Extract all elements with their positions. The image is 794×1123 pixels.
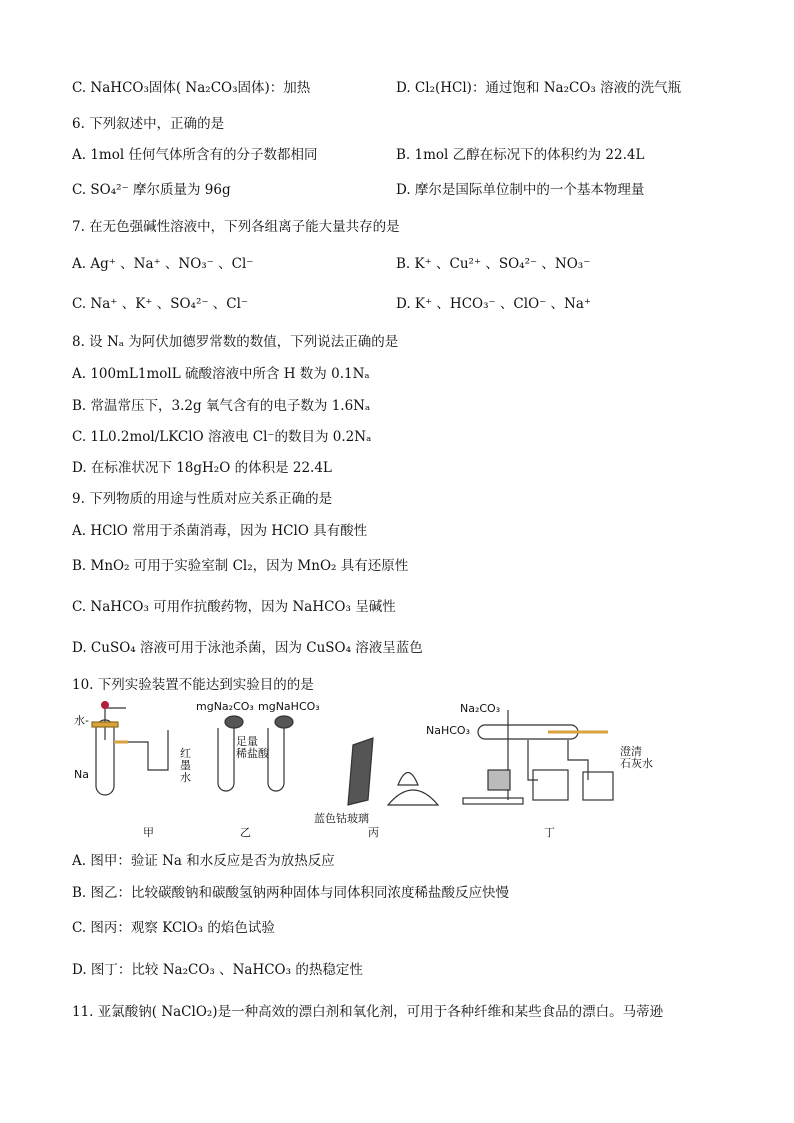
option-left-q6cd: C. SO₄²⁻ 摩尔质量为 96g xyxy=(72,182,231,198)
text-q11: 11. 亚氯酸钠( NaClO₂)是一种高效的漂白剂和氧化剂，可用于各种纤维和某些食品的漂白。马蒂逊 xyxy=(72,1004,664,1020)
caption-bing: 丙 xyxy=(368,826,379,839)
text-q10d: D. 图丁：比较 Na₂CO₃ 、NaHCO₃ 的热稳定性 xyxy=(72,962,363,978)
option-right-q6ab: B. 1mol 乙醇在标况下的体积约为 22.4L xyxy=(396,147,645,163)
option-left-q7cd: C. Na⁺ 、K⁺ 、SO₄²⁻ 、Cl⁻ xyxy=(72,296,249,312)
caption-ding: 丁 xyxy=(544,826,555,839)
text-q10c: C. 图丙：观察 KClO₃ 的焰色试验 xyxy=(72,920,275,936)
label-hcl: 足量 稀盐酸 xyxy=(236,735,269,760)
apparatus-svg xyxy=(68,700,708,840)
text-q8d: D. 在标准状况下 18gH₂O 的体积是 22.4L xyxy=(72,460,332,476)
text-q10: 10. 下列实验装置不能达到实验目的的是 xyxy=(72,677,314,693)
text-q8c: C. 1L0.2mol/LKClO 溶液电 Cl⁻的数目为 0.2Nₐ xyxy=(72,429,372,445)
label-mg-na2co3: mgNa₂CO₃ xyxy=(196,700,254,713)
option-right-q5c: D. Cl₂(HCl)：通过饱和 Na₂CO₃ 溶液的洗气瓶 xyxy=(396,80,682,96)
label-cobalt-glass: 蓝色钴玻璃 xyxy=(314,812,369,825)
text-q9b: B. MnO₂ 可用于实验室制 Cl₂，因为 MnO₂ 具有还原性 xyxy=(72,558,409,574)
option-left-q7ab: A. Ag⁺ 、Na⁺ 、NO₃⁻ 、Cl⁻ xyxy=(72,256,254,272)
label-na: Na xyxy=(74,768,89,781)
text-q7: 7. 在无色强碱性溶液中，下列各组离子能大量共存的是 xyxy=(72,219,400,235)
caption-jia: 甲 xyxy=(143,826,154,839)
text-q8b: B. 常温常压下，3.2g 氧气含有的电子数为 1.6Nₐ xyxy=(72,398,371,414)
text-q8: 8. 设 Nₐ 为阿伏加德罗常数的数值，下列说法正确的是 xyxy=(72,334,399,350)
text-q9d: D. CuSO₄ 溶液可用于泳池杀菌，因为 CuSO₄ 溶液呈蓝色 xyxy=(72,640,423,656)
label-mg-nahco3: mgNaHCO₃ xyxy=(258,700,320,713)
label-na2co3: Na₂CO₃ xyxy=(460,702,501,715)
text-q6: 6. 下列叙述中，正确的是 xyxy=(72,116,225,132)
text-q8a: A. 100mL1molL 硫酸溶液中所含 H 数为 0.1Nₐ xyxy=(72,366,370,382)
text-q9: 9. 下列物质的用途与性质对应关系正确的是 xyxy=(72,491,333,507)
label-water: 水- xyxy=(74,714,89,727)
option-right-q7cd: D. K⁺ 、HCO₃⁻ 、ClO⁻ 、Na⁺ xyxy=(396,296,592,312)
text-q10a: A. 图甲：验证 Na 和水反应是否为放热反应 xyxy=(72,853,335,869)
text-q10b: B. 图乙：比较碳酸钠和碳酸氢钠两种固体与同体积同浓度稀盐酸反应快慢 xyxy=(72,885,510,901)
experiment-figure xyxy=(68,700,708,840)
option-left-q5c: C. NaHCO₃固体( Na₂CO₃固体)：加热 xyxy=(72,80,311,96)
option-left-q6ab: A. 1mol 任何气体所含有的分子数都相同 xyxy=(72,147,318,163)
label-red-ink: 红 墨 水 xyxy=(180,747,191,784)
caption-yi: 乙 xyxy=(240,826,251,839)
option-right-q7ab: B. K⁺ 、Cu²⁺ 、SO₄²⁻ 、NO₃⁻ xyxy=(396,256,591,272)
option-right-q6cd: D. 摩尔是国际单位制中的一个基本物理量 xyxy=(396,182,645,198)
text-q9c: C. NaHCO₃ 可用作抗酸药物，因为 NaHCO₃ 呈碱性 xyxy=(72,599,396,615)
text-q9a: A. HClO 常用于杀菌消毒，因为 HClO 具有酸性 xyxy=(72,523,368,539)
label-lime-water: 澄清 石灰水 xyxy=(620,745,653,770)
label-nahco3: NaHCO₃ xyxy=(426,724,470,737)
